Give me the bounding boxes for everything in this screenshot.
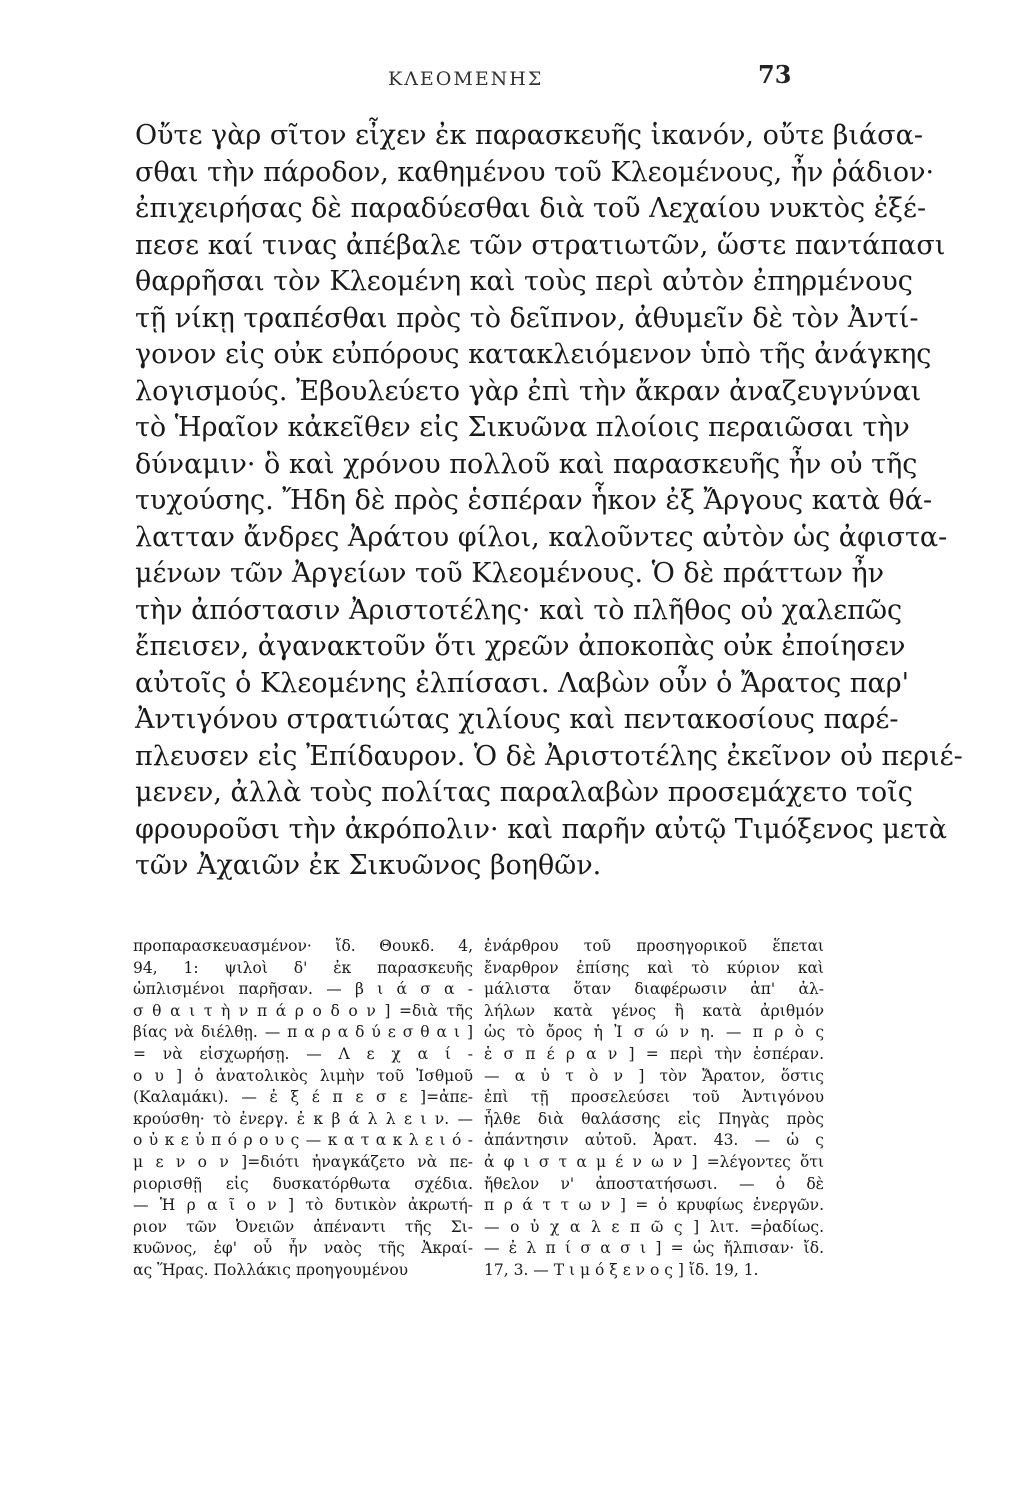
- footnote-line: μ ε ν ο ν ]=διότι ἠναγκάζετο νὰ πε-: [133, 1152, 473, 1171]
- main-text-line: ἔπεισεν, ἀγανακτοῦν ὅτι χρεῶν ἀποκοπὰς οὐκ ἐποίησεν: [135, 631, 906, 662]
- main-text-line: μένων τῶν Ἀργείων τοῦ Κλεομένους. Ὁ δὲ πράττων ἦν: [135, 558, 885, 589]
- main-text-line: Ἀντιγόνου στρατιώτας χιλίους καὶ πεντακοσίους παρέ-: [135, 704, 899, 735]
- main-text-line: πεσε καί τινας ἀπέβαλε τῶν στρατιωτῶν, ὥστε παντάπασι: [135, 229, 946, 261]
- footnote-line: — ἐ λ π ί σ α σ ι ] = ὡς ἤλπισαν· ἴδ.: [484, 1239, 824, 1258]
- footnote-line: ἐπὶ τῇ προσελεύσει τοῦ Ἀντιγόνου: [484, 1088, 824, 1107]
- main-text-line: φρουροῦσι τὴν ἀκρόπολιν· καὶ παρῆν αὐτῷ Τιμόξενος μετὰ: [135, 813, 948, 845]
- footnotes: [0, 936, 1030, 1436]
- footnote-line: ἔναρθρον ἐπίσης καὶ τὸ κύριον καὶ: [484, 958, 824, 977]
- main-text-line: Οὔτε γὰρ σῖτον εἶχεν ἐκ παρασκευῆς ἱκανόν, οὔτε βιάσα-: [135, 120, 923, 151]
- main-text-line: πλευσεν εἰς Ἐπίδαυρον. Ὁ δὲ Ἀριστοτέλης ἐκεῖνον οὐ περιέ-: [135, 740, 963, 772]
- footnote-line: ἑ σ π έ ρ α ν ] = περὶ τὴν ἑσπέραν.: [484, 1044, 824, 1063]
- main-text-line: μενεν, ἀλλὰ τοὺς πολίτας παραλαβὼν προσεμάχετο τοῖς: [135, 777, 913, 808]
- footnote-line: ἤθελον ν' ἀποστατήσωσι. — ὁ δὲ: [484, 1174, 824, 1193]
- footnote-line: ἐνάρθρου τοῦ προσηγορικοῦ ἕπεται: [484, 937, 824, 955]
- main-text-line: τὴν ἀπόστασιν Ἀριστοτέλης· καὶ τὸ πλῆθος οὐ χαλεπῶς: [135, 594, 903, 626]
- main-text-line: αὐτοῖς ὁ Κλεομένης ἐλπίσασι. Λαβὼν οὖν ὁ Ἄρατος παρ': [135, 667, 910, 699]
- main-text-line: δύναμιν· ὃ καὶ χρόνου πολλοῦ καὶ παρασκευῆς ἦν οὐ τῆς: [135, 448, 918, 480]
- footnote-line: ἀ φ ι σ τ α μ έ ν ω ν ] =λέγοντες ὅτι: [484, 1152, 824, 1171]
- main-text-line: λατταν ἄνδρες Ἀράτου φίλοι, καλοῦντες αὐτὸν ὡς ἀφιστα-: [135, 521, 948, 553]
- footnote-line: ἀπάντησιν αὐτοῦ. Ἀρατ. 43. — ὡ ς: [484, 1131, 824, 1150]
- footnote-line: π ρ ά τ τ ω ν ] = ὁ κρυφίως ἐνεργῶν.: [484, 1196, 824, 1215]
- footnote-line: ριορισθῇ εἰς δυσκατόρθωτα σχέδια.: [133, 1174, 473, 1193]
- main-text-line: λογισμούς. Ἐβουλεύετο γὰρ ἐπὶ τὴν ἄκραν ἀναζευγνύναι: [135, 375, 922, 407]
- footnote-line: ο υ ] ὁ ἀνατολικὸς λιμὴν τοῦ Ἰσθμοῦ: [133, 1066, 473, 1085]
- main-text-line: τὸ Ἡραῖον κἀκεῖθεν εἰς Σικυῶνα πλοίοις περαιῶσαι τὴν: [135, 412, 910, 443]
- main-text-line: ἐπιχειρήσας δὲ παραδύεσθαι διὰ τοῦ Λεχαίου νυκτὸς ἐξέ-: [135, 193, 927, 224]
- footnote-line: = νὰ εἰσχωρήσῃ. — Λ ε χ α ί -: [133, 1044, 473, 1063]
- page-number: 73: [758, 60, 792, 89]
- footnote-line: προπαρασκευασμένον· ἴδ. Θουκδ. 4,: [133, 937, 473, 955]
- footnote-line: 94, 1: ψιλοὶ δ' ἐκ παρασκευῆς: [133, 958, 473, 977]
- footnotes-left-column: [133, 936, 473, 1282]
- footnote-line: ὡπλισμένοι παρῆσαν. — β ι ά σ α -: [133, 980, 473, 999]
- main-text-line: τῶν Ἀχαιῶν ἐκ Σικυῶνος βοηθῶν.: [135, 850, 602, 881]
- footnote-line: ριον τῶν Ὀνειῶν ἀπέναντι τῆς Σι-: [133, 1217, 473, 1236]
- footnote-line: κυῶνος, ἐφ' οὗ ἦν ναὸς τῆς Ἀκραί-: [133, 1239, 473, 1258]
- footnote-line: λήλων κατὰ γένος ἢ κατὰ ἀριθμόν: [484, 1001, 824, 1020]
- footnote-line: βίας νὰ διέλθῃ. — π α ρ α δ ύ ε σ θ α ι ]: [133, 1023, 473, 1042]
- main-text-line: τυχούσης. Ἤδη δὲ πρὸς ἑσπέραν ἧκον ἐξ Ἄργους κατὰ θά-: [135, 485, 933, 516]
- footnote-line: ὡς τὸ ὄρος ἡ Ἰ σ ώ ν η. — π ρ ὸ ς: [484, 1023, 824, 1042]
- footnote-line: ἦλθε διὰ θαλάσσης εἰς Πηγὰς πρὸς: [484, 1109, 824, 1128]
- main-text-line: γονον εἰς οὐκ εὐπόρους κατακλειόμενον ὑπὸ τῆς ἀνάγκης: [135, 339, 932, 370]
- footnote-line: κρούσθη· τὸ ἐνεργ. ἐ κ β ά λ λ ε ι ν. —: [133, 1109, 473, 1128]
- main-text-line: σθαι τὴν πάροδον, καθημένου τοῦ Κλεομένους, ἦν ῥάδιον·: [135, 156, 935, 188]
- footnote-line: μάλιστα ὅταν διαφέρωσιν ἀπ' ἀλ-: [484, 980, 824, 999]
- main-text-line: τῇ νίκῃ τραπέσθαι πρὸς τὸ δεῖπνον, ἀθυμεῖν δὲ τὸν Ἀντί-: [135, 302, 919, 334]
- footnote-line: σ θ α ι τ ὴ ν π ά ρ ο δ ο ν ] =διὰ τῆς: [133, 1001, 473, 1020]
- running-head: ΚΛΕΟΜΕΝΗΣ: [388, 68, 544, 90]
- footnotes-right-column: [484, 936, 824, 1282]
- footnote-line: — ο ὐ χ α λ ε π ῶ ς ] λιτ. =ῥαδίως.: [484, 1217, 824, 1236]
- footnote-line: ο ὐ κ ε ὐ π ό ρ ο υ ς — κ α τ α κ λ ε ι ό -: [133, 1131, 473, 1150]
- footnote-line: — α ὐ τ ὸ ν ] τὸν Ἄρατον, ὅστις: [484, 1066, 824, 1085]
- footnote-line: — Ἡ ρ α ῖ ο ν ] τὸ δυτικὸν ἀκρωτή-: [133, 1196, 473, 1215]
- main-text-block: [135, 118, 963, 885]
- main-text-line: θαρρῆσαι τὸν Κλεομένη καὶ τοὺς περὶ αὐτὸν ἐπηρμένους: [135, 266, 913, 297]
- footnote-line: ας Ἥρας. Πολλάκις προηγουμένου: [133, 1260, 409, 1279]
- page-header: [0, 60, 1030, 100]
- footnote-line: (Καλαμάκι). — ἐ ξ έ π ε σ ε ]=ἀπε-: [133, 1088, 473, 1107]
- footnote-line: 17, 3. — Τ ι μ ό ξ ε ν ο ς ] ἴδ. 19, 1.: [484, 1260, 759, 1279]
